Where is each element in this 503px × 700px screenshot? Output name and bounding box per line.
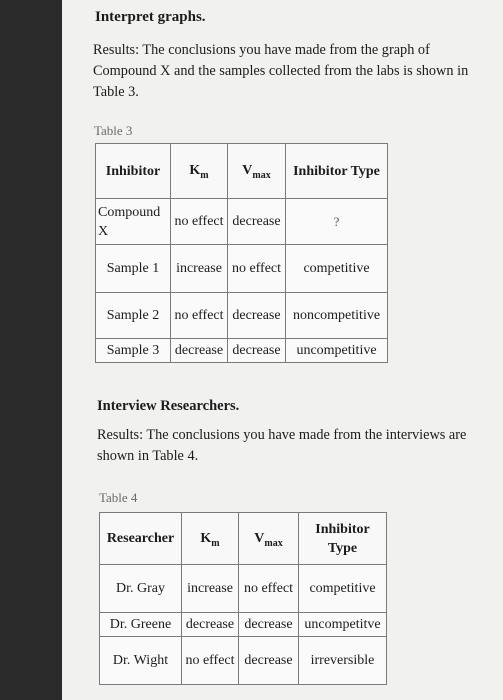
table-3-cell-inhibitor: Compound X: [96, 199, 171, 245]
table-3-cell-vmax: decrease: [228, 293, 286, 339]
table-3-cell-km: decrease: [171, 339, 228, 363]
table-4-cell-type: uncompetitve: [299, 613, 387, 637]
table-4-caption: Table 4: [99, 490, 138, 505]
results-paragraph-2: Results: The conclusions you have made from the interviews are shown in Table 4.: [97, 427, 467, 464]
table-4-header-km: $K_m$: [182, 513, 239, 565]
table-row: [100, 565, 387, 613]
table-4: [99, 512, 387, 685]
table-3-cell-vmax: decrease: [228, 339, 286, 363]
table-4-header-researcher: Researcher: [100, 513, 182, 565]
table-4-cell-researcher: Dr. Gray: [100, 565, 182, 613]
results-paragraph-1: Results: The conclusions you have made from the graph of Compound X and the samples collected from the labs is shown in Table 3.: [93, 42, 469, 100]
table-3-cell-inhibitor: Sample 1: [96, 245, 171, 293]
table-4-cell-type: competitive: [299, 565, 387, 613]
section-heading-interpret-graphs: Interpret graphs.: [95, 9, 206, 25]
table-4-cell-vmax: decrease: [239, 637, 299, 685]
table-3-cell-type: ?: [286, 199, 388, 245]
table-3: [95, 143, 388, 363]
table-3-cell-inhibitor: Sample 3: [96, 339, 171, 363]
table-3-header-type: Inhibitor Type: [286, 144, 388, 199]
table-3-cell-km: increase: [171, 245, 228, 293]
table-4-cell-researcher: Dr. Wight: [100, 637, 182, 685]
table-3-cell-type: uncompetitive: [286, 339, 388, 363]
table-4-cell-km: decrease: [182, 613, 239, 637]
table-row: [100, 637, 387, 685]
table-3-cell-inhibitor: Sample 2: [96, 293, 171, 339]
table-3-cell-vmax: no effect: [228, 245, 286, 293]
section-heading-interview-researchers: Interview Researchers.: [97, 398, 240, 414]
table-4-cell-km: increase: [182, 565, 239, 613]
table-3-header-inhibitor: Inhibitor: [96, 144, 171, 199]
table-3-cell-km: no effect: [171, 199, 228, 245]
table-3-caption: Table 3: [94, 123, 133, 138]
table-row: [96, 293, 388, 339]
table-row: [96, 245, 388, 293]
table-4-cell-vmax: decrease: [239, 613, 299, 637]
table-4-cell-researcher: Dr. Greene: [100, 613, 182, 637]
table-4-cell-type: irreversible: [299, 637, 387, 685]
table-3-header-km: $K_m$: [171, 144, 228, 199]
table-3-cell-km: no effect: [171, 293, 228, 339]
table-3-header-row: [96, 144, 388, 199]
table-4-cell-km: no effect: [182, 637, 239, 685]
table-3-cell-type: competitive: [286, 245, 388, 293]
table-4-header-row: [100, 513, 387, 565]
table-row: [96, 339, 388, 363]
table-4-cell-vmax: no effect: [239, 565, 299, 613]
table-4-header-vmax: $V_{max}$: [239, 513, 299, 565]
table-row: [96, 199, 388, 245]
table-4-header-type: Inhibitor Type: [299, 513, 387, 565]
table-3-header-vmax: $V_{max}$: [228, 144, 286, 199]
table-3-cell-vmax: decrease: [228, 199, 286, 245]
table-3-cell-type: noncompetitive: [286, 293, 388, 339]
table-row: [100, 613, 387, 637]
